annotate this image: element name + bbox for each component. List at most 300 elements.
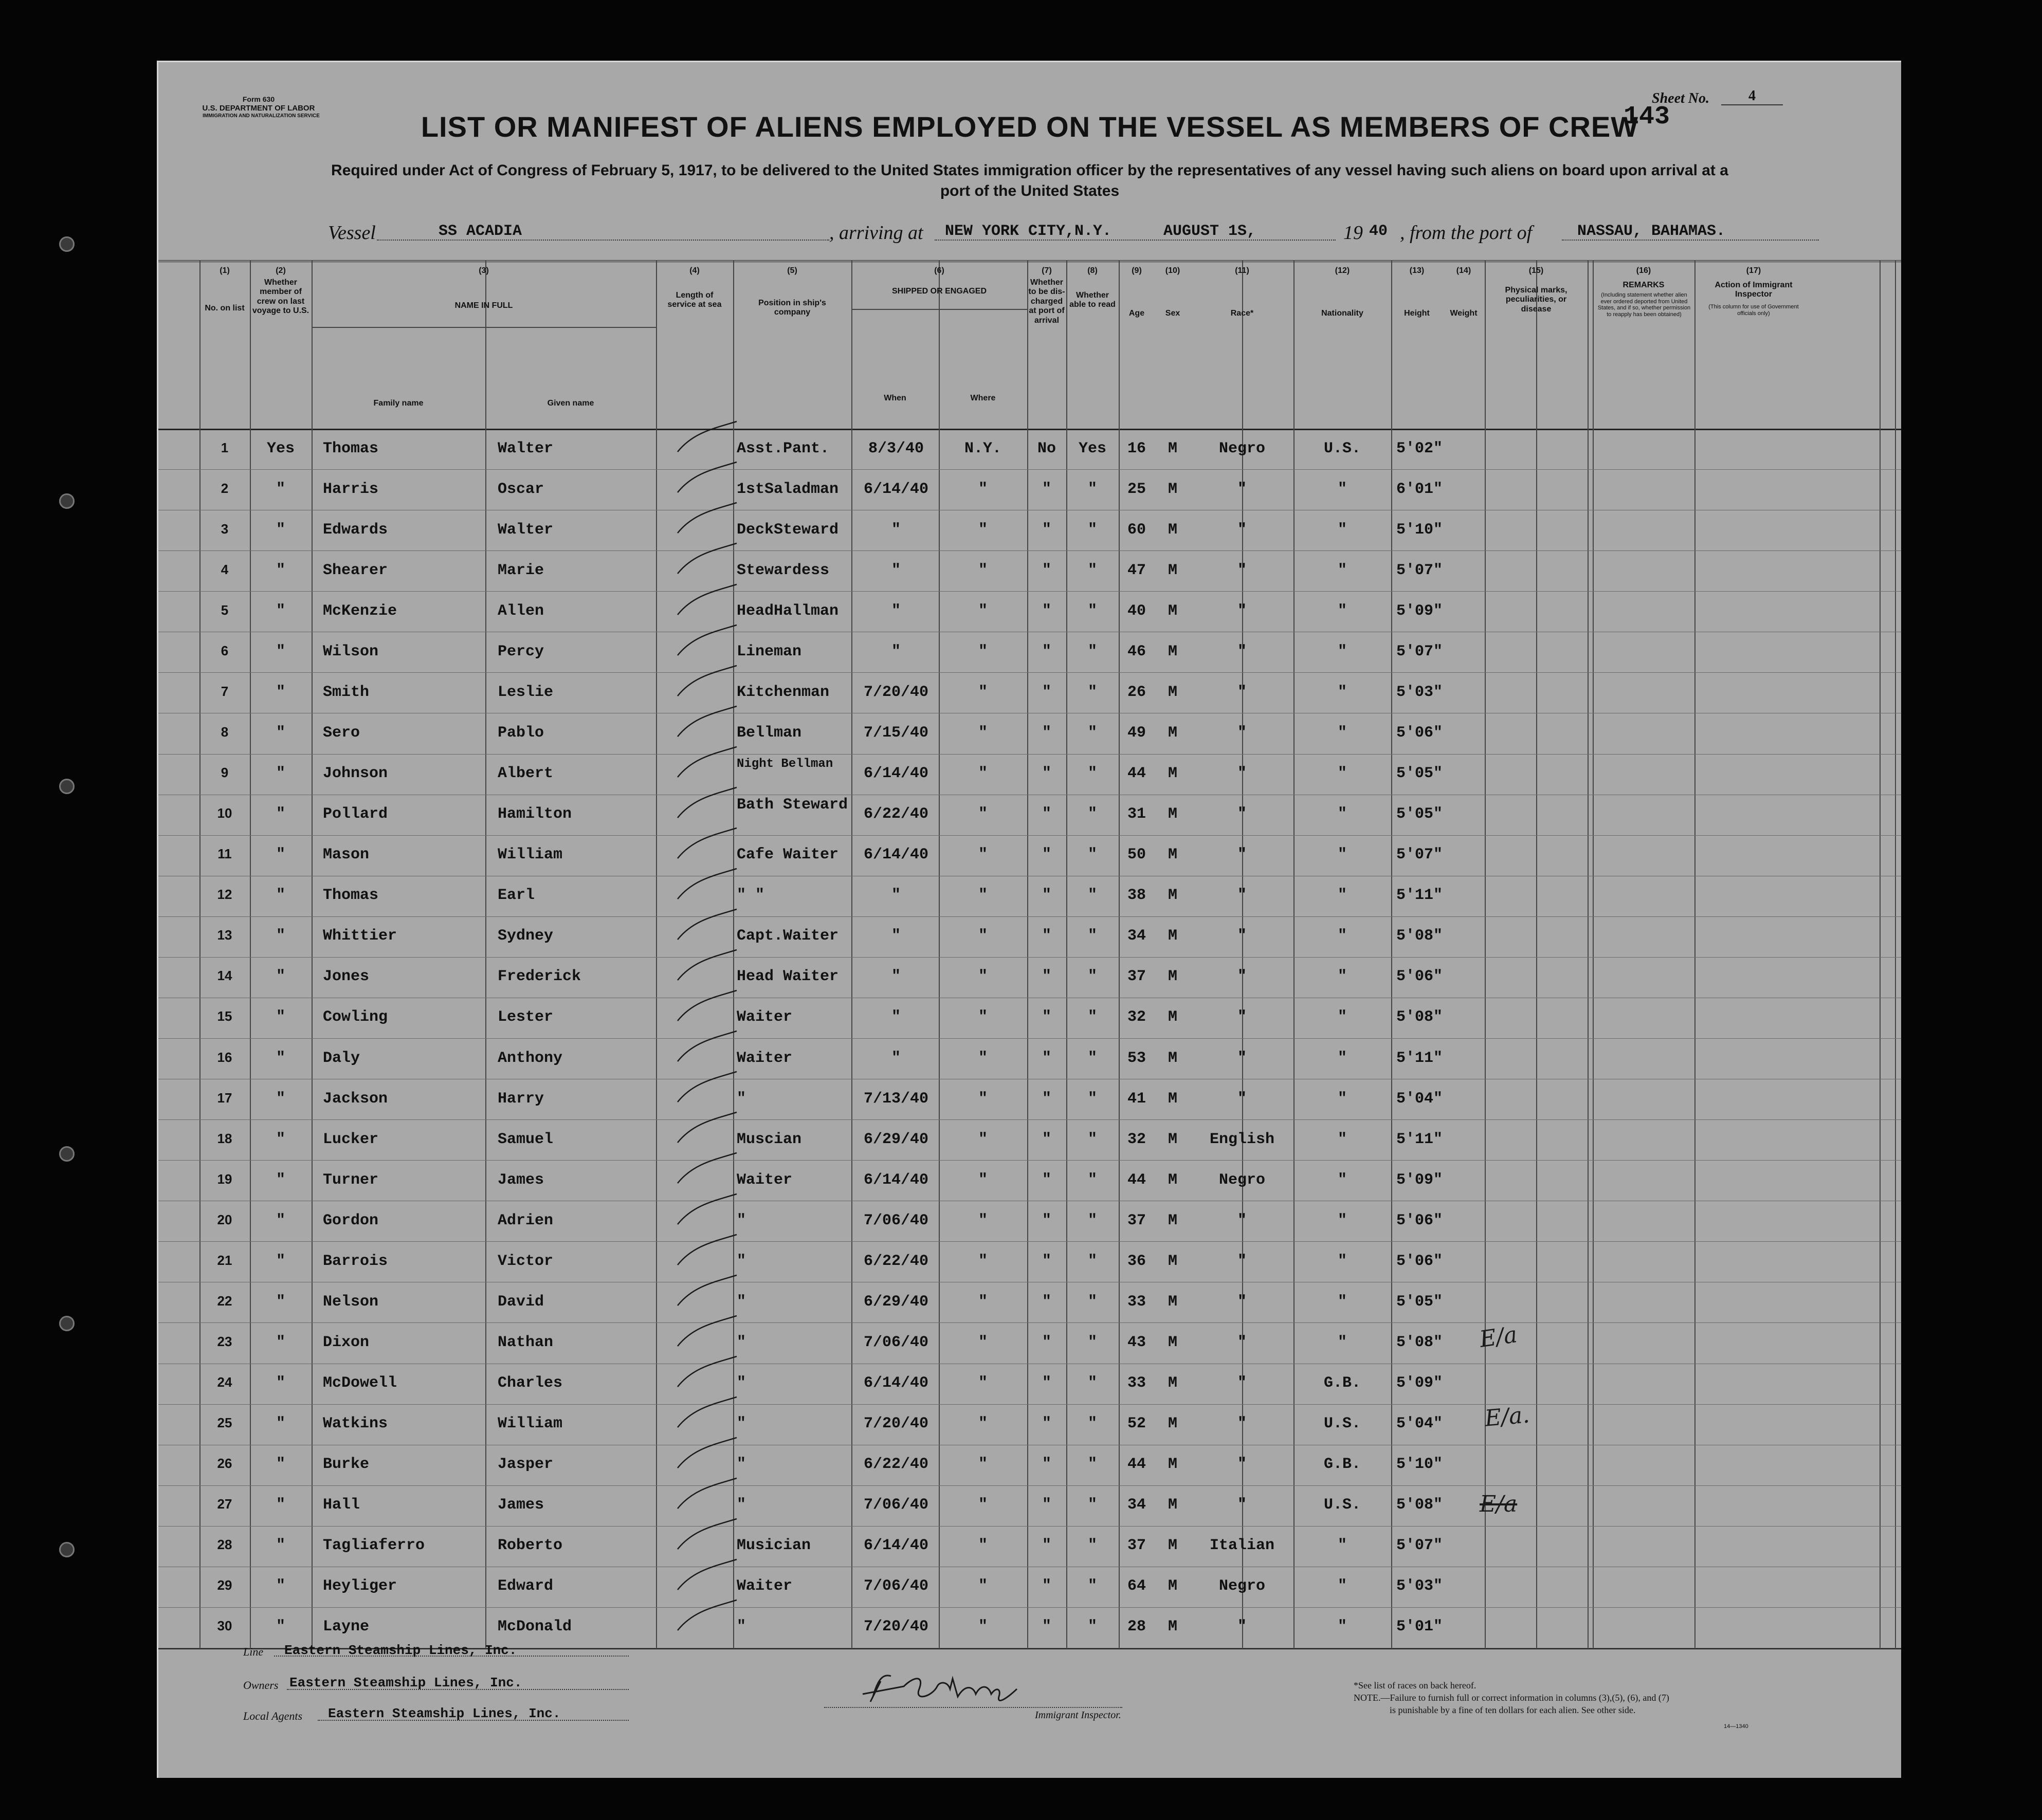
cell-family: Gordon	[323, 1211, 379, 1229]
cell-sex: M	[1168, 1171, 1177, 1189]
service-slash-mark	[672, 579, 739, 620]
cell-family: Wilson	[323, 642, 379, 660]
cell-read: "	[1087, 1577, 1097, 1595]
cell-no: 23	[217, 1333, 232, 1349]
binder-ring	[59, 236, 75, 252]
cell-sex: M	[1168, 887, 1177, 905]
cell-family: Cowling	[323, 1008, 388, 1026]
cell-member: "	[276, 1577, 285, 1595]
col-header-able-to-read: Whether able to read	[1069, 291, 1116, 309]
cell-no: 26	[217, 1456, 232, 1472]
cell-where: "	[978, 1496, 988, 1514]
cell-member: "	[276, 602, 285, 620]
cell-nationality: "	[1337, 846, 1347, 864]
cell-age: 47	[1127, 561, 1146, 579]
cell-race: "	[1237, 1252, 1247, 1270]
cell-where: "	[978, 1577, 988, 1595]
cell-no: 3	[221, 521, 229, 537]
cell-position: Bath Steward	[737, 797, 848, 813]
cell-race: "	[1237, 480, 1247, 498]
cell-sex: M	[1168, 1090, 1177, 1108]
cell-family: Daly	[323, 1049, 360, 1067]
table-row	[158, 672, 1901, 713]
cell-given: Oscar	[498, 480, 544, 498]
cell-race: Italian	[1209, 1537, 1275, 1555]
cell-given: Walter	[498, 521, 554, 539]
cell-no: 24	[217, 1374, 232, 1390]
cell-read: "	[1087, 805, 1097, 823]
cell-when: 6/14/40	[863, 765, 929, 783]
cell-read: "	[1087, 1293, 1097, 1311]
cell-no: 6	[221, 642, 229, 658]
cell-nationality: U.S.	[1323, 1415, 1361, 1433]
cell-discharged: "	[1042, 1577, 1051, 1595]
cell-given: Leslie	[498, 683, 554, 701]
cell-family: Hall	[323, 1496, 360, 1514]
cell-member: Yes	[266, 439, 295, 457]
cell-sex: M	[1168, 480, 1177, 498]
page-title: LIST OR MANIFEST OF ALIENS EMPLOYED ON THE VESSEL AS MEMBERS OF CREW	[421, 111, 1639, 143]
cell-given: William	[498, 846, 563, 864]
cell-discharged: "	[1042, 1171, 1051, 1189]
cell-read: "	[1087, 480, 1097, 498]
cell-position: Waiter	[737, 1049, 793, 1067]
cell-no: 28	[217, 1537, 232, 1553]
service-slash-mark	[672, 1270, 739, 1311]
cell-member: "	[276, 927, 285, 945]
cell-sex: M	[1168, 927, 1177, 945]
col-num-6: (6)	[934, 266, 944, 275]
cell-read: "	[1087, 887, 1097, 905]
service-slash-mark	[672, 660, 739, 701]
arrival-year: 40	[1369, 223, 1388, 240]
line-value: Eastern Steamship Lines, Inc.	[284, 1643, 517, 1658]
service-slash-mark	[672, 620, 739, 660]
cell-discharged: "	[1042, 765, 1051, 783]
cell-given: Samuel	[498, 1130, 554, 1148]
cell-height: 5'09"	[1396, 1171, 1443, 1189]
cell-age: 16	[1127, 439, 1146, 457]
table-row	[158, 1119, 1901, 1160]
cell-no: 12	[217, 887, 232, 903]
cell-member: "	[276, 683, 285, 701]
cell-position: Kitchenman	[737, 683, 830, 701]
cell-where: "	[978, 1374, 988, 1392]
table-row	[158, 835, 1901, 876]
cell-read: "	[1087, 1618, 1097, 1636]
cell-family: Jones	[323, 968, 370, 986]
col-num-1: (1)	[220, 266, 230, 275]
service-slash-mark	[672, 1554, 739, 1595]
cell-position: " "	[737, 887, 765, 905]
cell-no: 14	[217, 968, 232, 984]
cell-race: "	[1237, 805, 1247, 823]
cell-read: "	[1087, 561, 1097, 579]
cell-age: 32	[1127, 1008, 1146, 1026]
cell-sex: M	[1168, 1333, 1177, 1351]
cell-when: 6/22/40	[863, 805, 929, 823]
table-row	[158, 510, 1901, 550]
service-slash-mark	[672, 863, 739, 904]
col-header-shipped-or-engaged: SHIPPED OR ENGAGED	[891, 287, 987, 296]
cell-member: "	[276, 1211, 285, 1229]
cell-race: "	[1237, 683, 1247, 701]
cell-read: "	[1087, 1130, 1097, 1148]
cell-race: "	[1237, 1049, 1247, 1067]
crew-rows	[158, 429, 1901, 1648]
col-num-4: (4)	[689, 266, 700, 275]
service-slash-mark	[672, 945, 739, 985]
cell-age: 31	[1127, 805, 1146, 823]
cell-discharged: "	[1042, 724, 1051, 742]
col-num-2: (2)	[276, 266, 286, 275]
cell-member: "	[276, 1090, 285, 1108]
cell-height: 5'03"	[1396, 683, 1443, 701]
arrival-date: AUGUST 1S,	[1163, 223, 1256, 240]
cell-discharged: "	[1042, 1618, 1051, 1636]
cell-age: 34	[1127, 1496, 1146, 1514]
cell-no: 17	[217, 1090, 232, 1106]
cell-where: "	[978, 683, 988, 701]
service-slash-mark	[672, 1351, 739, 1392]
crew-table	[158, 260, 1901, 1648]
cell-sex: M	[1168, 1211, 1177, 1229]
owners-value: Eastern Steamship Lines, Inc.	[289, 1675, 522, 1690]
cell-given: Marie	[498, 561, 544, 579]
table-row	[158, 713, 1901, 753]
cell-age: 40	[1127, 602, 1146, 620]
cell-where: "	[978, 1537, 988, 1555]
cell-when: 7/20/40	[863, 1415, 929, 1433]
cell-no: 4	[221, 561, 229, 577]
cell-race: Negro	[1218, 1171, 1265, 1189]
table-row	[158, 1485, 1901, 1526]
cell-given: James	[498, 1171, 544, 1189]
cell-discharged: "	[1042, 683, 1051, 701]
cell-where: "	[978, 805, 988, 823]
cell-position: "	[737, 1618, 746, 1636]
cell-discharged: "	[1042, 846, 1051, 864]
service-slash-mark	[672, 1514, 739, 1554]
table-row	[158, 1404, 1901, 1445]
cell-discharged: "	[1042, 887, 1051, 905]
cell-nationality: "	[1337, 724, 1347, 742]
cell-where: "	[978, 1456, 988, 1474]
inspector-signature	[842, 1666, 1058, 1712]
cell-member: "	[276, 1049, 285, 1067]
cell-no: 22	[217, 1293, 232, 1309]
service: IMMIGRATION AND NATURALIZATION SERVICE	[203, 113, 320, 119]
cell-given: Pablo	[498, 724, 544, 742]
cell-nationality: "	[1337, 1130, 1347, 1148]
table-row	[158, 429, 1901, 469]
col-header-inspector-note: (This column for use of Government officials only)	[1708, 304, 1799, 317]
cell-family: Heyliger	[323, 1577, 397, 1595]
cell-member: "	[276, 1008, 285, 1026]
cell-nationality: "	[1337, 480, 1347, 498]
cell-height: 5'07"	[1396, 561, 1443, 579]
col-num-5: (5)	[787, 266, 797, 275]
owners-label: Owners	[243, 1679, 279, 1692]
col-header-sex: Sex	[1165, 309, 1180, 318]
cell-race: "	[1237, 724, 1247, 742]
cell-height: 5'08"	[1396, 1333, 1443, 1351]
cell-when: 6/14/40	[863, 846, 929, 864]
cell-height: 5'11"	[1396, 887, 1443, 905]
cell-where: "	[978, 1415, 988, 1433]
cell-no: 10	[217, 805, 232, 821]
cell-when: 7/13/40	[863, 1090, 929, 1108]
cell-given: David	[498, 1293, 544, 1311]
cell-member: "	[276, 887, 285, 905]
col-header-weight: Weight	[1450, 309, 1478, 318]
cell-race: Negro	[1218, 439, 1265, 457]
cell-discharged: "	[1042, 1456, 1051, 1474]
cell-family: Pollard	[323, 805, 388, 823]
cell-member: "	[276, 1130, 285, 1148]
service-slash-mark	[672, 1107, 739, 1148]
cell-position: DeckSteward	[737, 521, 839, 539]
cell-member: "	[276, 1252, 285, 1270]
vessel-label: Vessel	[328, 222, 376, 244]
inspector-label: Immigrant Inspector.	[1035, 1709, 1121, 1721]
cell-member: "	[276, 805, 285, 823]
col-num-15: (15)	[1528, 266, 1544, 275]
cell-race: "	[1237, 1496, 1247, 1514]
col-header-discharged: Whether to be dis-charged at port of arrival	[1028, 278, 1065, 325]
cell-race: "	[1237, 1211, 1247, 1229]
service-slash-mark	[672, 1067, 739, 1107]
cell-no: 18	[217, 1130, 232, 1146]
cell-age: 50	[1127, 846, 1146, 864]
cell-read: "	[1087, 846, 1097, 864]
cell-nationality: "	[1337, 1537, 1347, 1555]
cell-race: "	[1237, 602, 1247, 620]
cell-height: 6'01"	[1396, 480, 1443, 498]
cell-when: 6/22/40	[863, 1252, 929, 1270]
binder-ring	[59, 1316, 75, 1331]
print-code: 14—1340	[1724, 1723, 1748, 1730]
cell-family: Thomas	[323, 439, 379, 457]
cell-when: 7/06/40	[863, 1211, 929, 1229]
cell-position: HeadHallman	[737, 602, 839, 620]
cell-where: "	[978, 846, 988, 864]
cell-discharged: "	[1042, 1374, 1051, 1392]
cell-when: 6/14/40	[863, 1374, 929, 1392]
service-slash-mark	[672, 985, 739, 1026]
cell-no: 1	[221, 439, 229, 455]
cell-race: "	[1237, 561, 1247, 579]
cell-nationality: G.B.	[1323, 1374, 1361, 1392]
table-row	[158, 1241, 1901, 1282]
cell-member: "	[276, 1618, 285, 1636]
cell-age: 34	[1127, 927, 1146, 945]
cell-family: Edwards	[323, 521, 388, 539]
cell-position: "	[737, 1415, 746, 1433]
cell-nationality: "	[1337, 683, 1347, 701]
cell-read: "	[1087, 683, 1097, 701]
table-row	[158, 916, 1901, 957]
cell-where: "	[978, 1252, 988, 1270]
cell-discharged: "	[1042, 1333, 1051, 1351]
cell-nationality: "	[1337, 602, 1347, 620]
cell-sex: M	[1168, 1496, 1177, 1514]
cell-given: Anthony	[498, 1049, 563, 1067]
cell-race: "	[1237, 846, 1247, 864]
cell-height: 5'08"	[1396, 1496, 1443, 1514]
cell-discharged: "	[1042, 927, 1051, 945]
cell-read: "	[1087, 1415, 1097, 1433]
cell-member: "	[276, 1171, 285, 1189]
cell-given: James	[498, 1496, 544, 1514]
cell-age: 25	[1127, 480, 1146, 498]
cell-family: Smith	[323, 683, 370, 701]
table-row	[158, 1567, 1901, 1607]
cell-when: 8/3/40	[868, 439, 924, 457]
cell-when: 6/29/40	[863, 1293, 929, 1311]
cell-discharged: "	[1042, 1211, 1051, 1229]
cell-race: "	[1237, 1333, 1247, 1351]
cell-position: Bellman	[737, 724, 802, 742]
annotation-row-24: E/a	[1478, 1321, 1519, 1353]
table-row	[158, 469, 1901, 510]
cell-discharged: "	[1042, 602, 1051, 620]
service-slash-mark	[672, 1189, 739, 1229]
cell-nationality: U.S.	[1323, 439, 1361, 457]
cell-age: 36	[1127, 1252, 1146, 1270]
cell-age: 43	[1127, 1333, 1146, 1351]
cell-given: Harry	[498, 1090, 544, 1108]
cell-given: Walter	[498, 439, 554, 457]
col-num-17: (17)	[1746, 266, 1761, 275]
cell-read: "	[1087, 765, 1097, 783]
col-header-position: Position in ship's company	[758, 299, 826, 317]
table-row	[158, 1322, 1901, 1363]
cell-position: Stewardess	[737, 561, 830, 579]
col-num-7: (7)	[1042, 266, 1052, 275]
col-header-physical-marks: Physical marks, peculiarities, or disease	[1505, 286, 1567, 314]
cell-height: 5'06"	[1396, 968, 1443, 986]
cell-age: 28	[1127, 1618, 1146, 1636]
table-row	[158, 550, 1901, 591]
cell-height: 5'07"	[1396, 642, 1443, 660]
cell-member: "	[276, 724, 285, 742]
cell-race: "	[1237, 1090, 1247, 1108]
cell-read: "	[1087, 927, 1097, 945]
cell-when: 6/14/40	[863, 1537, 929, 1555]
cell-race: "	[1237, 521, 1247, 539]
cell-nationality: "	[1337, 561, 1347, 579]
col-header-no-on-list: No. on list	[205, 304, 245, 312]
cell-family: Shearer	[323, 561, 388, 579]
cell-no: 25	[217, 1415, 232, 1431]
cell-when: "	[891, 1008, 901, 1026]
cell-height: 5'04"	[1396, 1090, 1443, 1108]
table-row	[158, 1282, 1901, 1322]
table-row	[158, 876, 1901, 916]
cell-nationality: "	[1337, 1293, 1347, 1311]
cell-where: "	[978, 1171, 988, 1189]
col-num-10: (10)	[1165, 266, 1180, 275]
cell-position: "	[737, 1333, 746, 1351]
cell-member: "	[276, 1537, 285, 1555]
cell-when: 7/06/40	[863, 1577, 929, 1595]
cell-family: Whittier	[323, 927, 397, 945]
cell-no: 11	[217, 846, 232, 862]
cell-member: "	[276, 968, 285, 986]
cell-nationality: "	[1337, 968, 1347, 986]
table-row	[158, 1079, 1901, 1119]
col-header-name-in-full: NAME IN FULL	[454, 301, 513, 310]
cell-nationality: U.S.	[1323, 1496, 1361, 1514]
cell-sex: M	[1168, 765, 1177, 783]
table-row	[158, 1526, 1901, 1567]
cell-where: "	[978, 1130, 988, 1148]
cell-age: 32	[1127, 1130, 1146, 1148]
cell-position: Night Bellman	[737, 757, 833, 771]
cell-discharged: "	[1042, 1130, 1051, 1148]
cell-no: 15	[217, 1008, 232, 1024]
cell-nationality: "	[1337, 1577, 1347, 1595]
cell-family: Lucker	[323, 1130, 379, 1148]
col-header-where: Where	[970, 394, 996, 402]
cell-race: English	[1209, 1130, 1275, 1148]
cell-height: 5'09"	[1396, 602, 1443, 620]
cell-sex: M	[1168, 1537, 1177, 1555]
cell-nationality: "	[1337, 1171, 1347, 1189]
col-num-12: (12)	[1335, 266, 1350, 275]
cell-family: Turner	[323, 1171, 379, 1189]
cell-sex: M	[1168, 1130, 1177, 1148]
cell-where: "	[978, 1090, 988, 1108]
form-number: Form 630	[242, 95, 275, 103]
cell-sex: M	[1168, 683, 1177, 701]
cell-height: 5'11"	[1396, 1130, 1443, 1148]
cell-read: Yes	[1078, 439, 1106, 457]
cell-position: "	[737, 1293, 746, 1311]
agents-label: Local Agents	[243, 1709, 303, 1722]
cell-height: 5'06"	[1396, 1252, 1443, 1270]
cell-member: "	[276, 1456, 285, 1474]
cell-given: Hamilton	[498, 805, 572, 823]
cell-where: "	[978, 1008, 988, 1026]
cell-given: Jasper	[498, 1456, 554, 1474]
service-slash-mark	[672, 498, 739, 538]
cell-no: 27	[217, 1496, 232, 1512]
cell-where: "	[978, 765, 988, 783]
cell-member: "	[276, 1374, 285, 1392]
cell-no: 13	[217, 927, 232, 943]
footnote-races: *See list of races on back hereof.	[1354, 1680, 1476, 1690]
cell-where: "	[978, 1333, 988, 1351]
cell-given: Lester	[498, 1008, 554, 1026]
service-slash-mark	[672, 416, 739, 457]
cell-when: "	[891, 927, 901, 945]
cell-position: Waiter	[737, 1171, 793, 1189]
cell-position: "	[737, 1456, 746, 1474]
cell-age: 52	[1127, 1415, 1146, 1433]
cell-position: "	[737, 1211, 746, 1229]
stamp-number: 143	[1624, 102, 1670, 132]
col-header-family-name: Family name	[373, 399, 424, 408]
cell-height: 5'05"	[1396, 805, 1443, 823]
cell-race: "	[1237, 968, 1247, 986]
cell-age: 26	[1127, 683, 1146, 701]
cell-race: "	[1237, 1008, 1247, 1026]
cell-nationality: G.B.	[1323, 1456, 1361, 1474]
cell-given: Charles	[498, 1374, 563, 1392]
cell-position: "	[737, 1496, 746, 1514]
